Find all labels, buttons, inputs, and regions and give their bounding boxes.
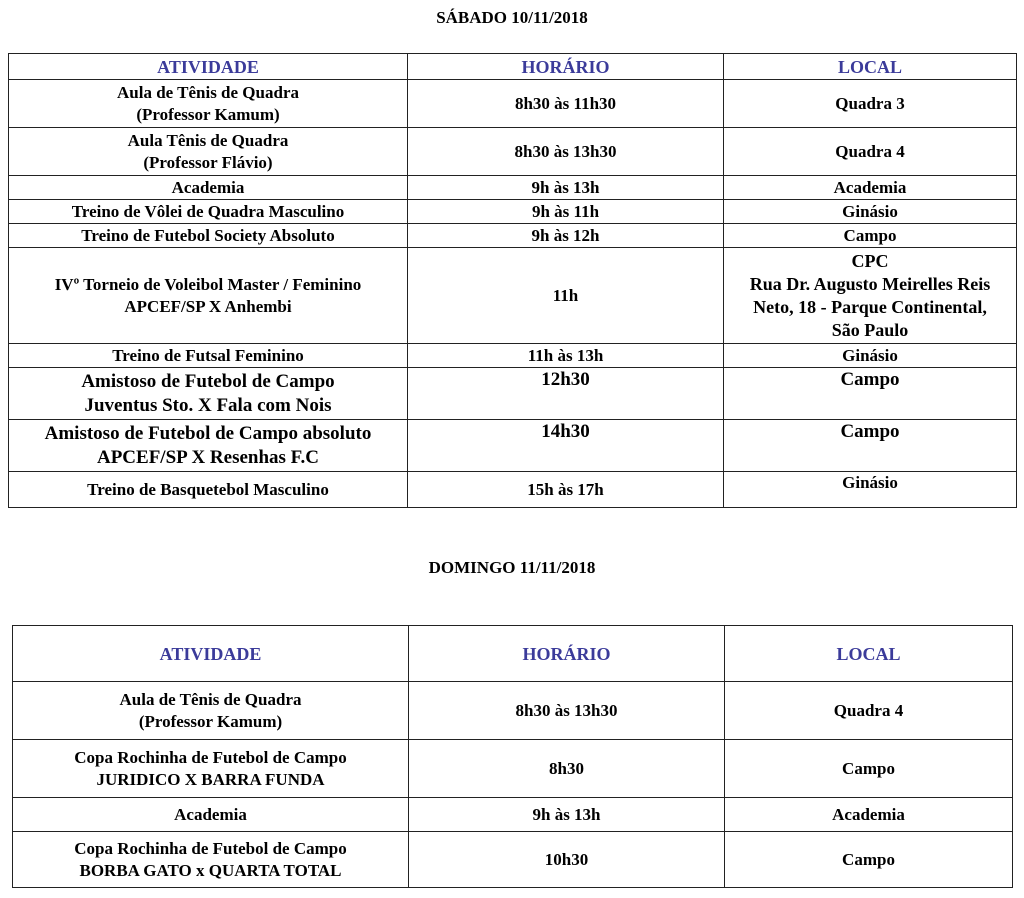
time-cell: 9h às 12h bbox=[408, 224, 724, 248]
time-cell: 11h bbox=[408, 248, 724, 344]
header-time: HORÁRIO bbox=[408, 54, 724, 80]
place-cell: Ginásio bbox=[724, 344, 1017, 368]
activity-line: (Professor Kamum) bbox=[138, 711, 283, 731]
table-row bbox=[9, 344, 1017, 368]
place-line: Neto, 18 - Parque Continental, bbox=[753, 296, 987, 317]
table-header-row bbox=[13, 626, 1013, 682]
time-cell: 15h às 17h bbox=[408, 472, 724, 508]
activity-line: Aula de Tênis de Quadra bbox=[116, 82, 299, 102]
header-place: LOCAL bbox=[725, 626, 1013, 682]
table-row bbox=[9, 176, 1017, 200]
activity-line: Amistoso de Futebol de Campo bbox=[81, 370, 335, 392]
activity-line: Copa Rochinha de Futebol de Campo bbox=[74, 838, 347, 858]
time-cell: 10h30 bbox=[409, 832, 725, 888]
table-header-row bbox=[9, 54, 1017, 80]
place-line: CPC bbox=[851, 250, 889, 271]
table-row bbox=[9, 80, 1017, 128]
time-cell: 9h às 13h bbox=[408, 176, 724, 200]
table-row bbox=[13, 832, 1013, 888]
activity-cell: Treino de Futsal Feminino bbox=[9, 344, 408, 368]
header-time: HORÁRIO bbox=[409, 626, 725, 682]
place-cell: Quadra 4 bbox=[724, 128, 1017, 176]
sunday-title: DOMINGO 11/11/2018 bbox=[428, 558, 596, 577]
table-row bbox=[9, 472, 1017, 508]
activity-line: Amistoso de Futebol de Campo absoluto bbox=[44, 422, 372, 444]
place-cell: Ginásio bbox=[724, 472, 1017, 508]
sunday-table bbox=[12, 625, 1013, 888]
time-cell: 8h30 às 13h30 bbox=[409, 682, 725, 740]
activity-line: (Professor Kamum) bbox=[136, 104, 280, 124]
table-row bbox=[13, 740, 1013, 798]
time-cell: 8h30 às 13h30 bbox=[408, 128, 724, 176]
time-cell: 11h às 13h bbox=[408, 344, 724, 368]
table-row bbox=[9, 128, 1017, 176]
activity-cell: Treino de Basquetebol Masculino bbox=[9, 472, 408, 508]
activity-line: Copa Rochinha de Futebol de Campo bbox=[74, 747, 347, 767]
time-cell: 9h às 11h bbox=[408, 200, 724, 224]
table-row bbox=[9, 200, 1017, 224]
table-row bbox=[9, 368, 1017, 420]
place-cell: Campo bbox=[724, 224, 1017, 248]
time-cell: 8h30 às 11h30 bbox=[408, 80, 724, 128]
activity-line: (Professor Flávio) bbox=[143, 152, 273, 172]
activity-line: APCEF/SP X Resenhas F.C bbox=[96, 446, 320, 468]
activity-cell: Treino de Vôlei de Quadra Masculino bbox=[9, 200, 408, 224]
table-row bbox=[13, 798, 1013, 832]
place-line: São Paulo bbox=[831, 319, 909, 340]
activity-line: BORBA GATO x QUARTA TOTAL bbox=[79, 860, 342, 880]
place-line: Rua Dr. Augusto Meirelles Reis bbox=[749, 273, 991, 294]
header-activity: ATIVIDADE bbox=[9, 54, 408, 80]
header-place: LOCAL bbox=[724, 54, 1017, 80]
header-activity: ATIVIDADE bbox=[13, 626, 409, 682]
place-cell: Quadra 3 bbox=[724, 80, 1017, 128]
time-cell: 12h30 bbox=[408, 368, 724, 420]
activity-cell: Academia bbox=[13, 798, 409, 832]
activity-line: Juventus Sto. X Fala com Nois bbox=[84, 394, 332, 416]
activity-cell: Treino de Futebol Society Absoluto bbox=[9, 224, 408, 248]
table-row bbox=[13, 682, 1013, 740]
activity-line: APCEF/SP X Anhembi bbox=[124, 296, 292, 316]
activity-cell: Academia bbox=[9, 176, 408, 200]
place-cell: Campo bbox=[725, 832, 1013, 888]
activity-line: Aula Tênis de Quadra bbox=[127, 130, 289, 150]
saturday-table bbox=[8, 53, 1017, 508]
place-cell: Quadra 4 bbox=[725, 682, 1013, 740]
saturday-title: SÁBADO 10/11/2018 bbox=[436, 8, 588, 27]
table-row bbox=[9, 420, 1017, 472]
place-cell: Academia bbox=[724, 176, 1017, 200]
place-cell: Campo bbox=[724, 420, 1017, 472]
table-row bbox=[9, 248, 1017, 344]
table-row bbox=[9, 224, 1017, 248]
activity-line: JURIDICO X BARRA FUNDA bbox=[96, 769, 325, 789]
place-cell: Campo bbox=[725, 740, 1013, 798]
activity-line: Aula de Tênis de Quadra bbox=[119, 689, 302, 709]
time-cell: 14h30 bbox=[408, 420, 724, 472]
activity-line: IVº Torneio de Voleibol Master / Feminino bbox=[54, 274, 362, 294]
time-cell: 9h às 13h bbox=[409, 798, 725, 832]
place-cell: Ginásio bbox=[724, 200, 1017, 224]
place-cell: Campo bbox=[724, 368, 1017, 420]
place-cell: Academia bbox=[725, 798, 1013, 832]
time-cell: 8h30 bbox=[409, 740, 725, 798]
